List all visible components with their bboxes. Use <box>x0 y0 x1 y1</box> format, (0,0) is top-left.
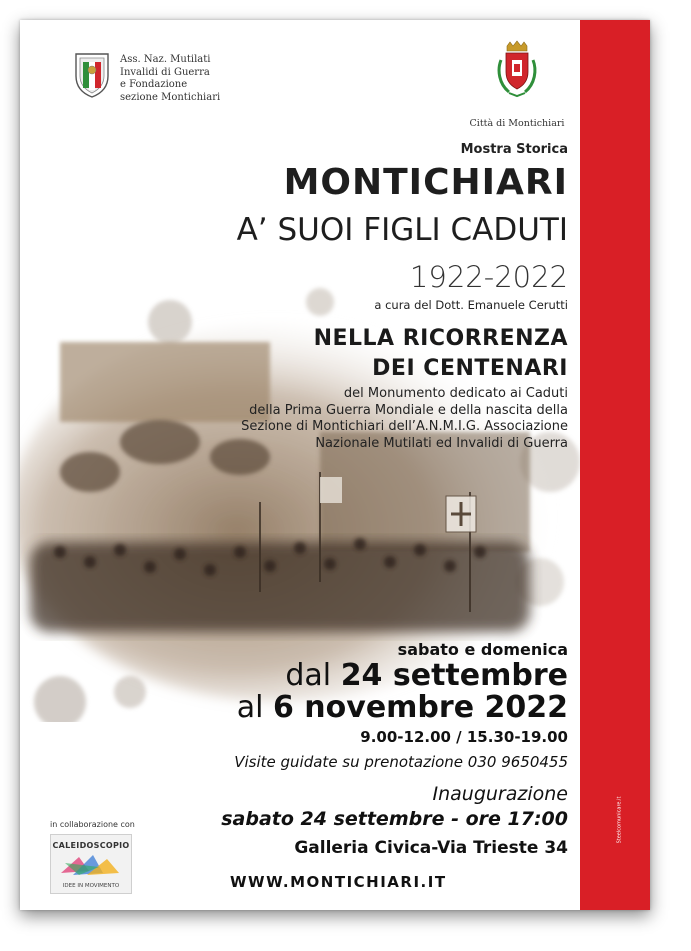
start-date-prefix: dal <box>285 658 332 693</box>
poster <box>20 20 650 910</box>
start-date <box>285 658 568 693</box>
years-range: 1922-2022 <box>409 260 568 294</box>
anmig-line: Invalidi di Guerra <box>120 66 210 78</box>
anmig-line: Ass. Naz. Mutilati <box>120 54 211 65</box>
anmig-logo <box>72 50 220 104</box>
curator-credit: a cura del Dott. Emanuele Cerutti <box>374 298 568 312</box>
description-line: del Monumento dedicato ai Caduti <box>343 386 568 401</box>
comune-name: Città di Montichiari <box>469 118 565 129</box>
comune-logo <box>462 40 572 129</box>
anmig-shield-icon <box>72 50 112 98</box>
designer-credit-text: Steelcomunicare.it <box>615 796 622 844</box>
partner-name: CALEIDOSCOPIO <box>52 841 130 850</box>
start-date-value: 24 settembre <box>340 658 568 693</box>
inauguration-datetime: sabato 24 settembre - ore 17:00 <box>221 808 568 830</box>
description-line: della Prima Guerra Mondiale e della nascita della <box>249 402 568 418</box>
website-link[interactable]: WWW.MONTICHIARI.IT <box>230 873 447 891</box>
city-crest-icon <box>495 40 539 98</box>
days-label: sabato e domenica <box>397 640 568 659</box>
end-date <box>237 690 568 725</box>
occasion-heading-line2: DEI CENTENARI <box>372 356 568 381</box>
anmig-line: e Fondazione <box>120 79 188 90</box>
designer-credit <box>589 760 649 880</box>
anmig-name <box>120 54 220 104</box>
description-line: Nazionale Mutilati ed Invalidi di Guerra <box>315 435 568 451</box>
partner-logo <box>50 834 132 894</box>
occasion-heading-line1: NELLA RICORRENZA <box>313 326 568 351</box>
end-date-value: 6 novembre 2022 <box>272 690 568 725</box>
description-line: Sezione di Montichiari dell’A.N.M.I.G. Associazione <box>241 419 568 434</box>
partner-tagline: IDEE IN MOVIMENTO <box>62 883 120 889</box>
end-date-prefix: al <box>236 690 264 725</box>
collaboration-label: in collaborazione con <box>50 820 135 829</box>
page-subtitle: A’ SUOI FIGLI CADUTI <box>236 212 568 248</box>
opening-hours: 9.00-12.00 / 15.30-19.00 <box>360 728 568 746</box>
inauguration-label: Inaugurazione <box>432 783 568 805</box>
exhibition-kicker: Mostra Storica <box>460 142 568 157</box>
guided-tours: Visite guidate su prenotazione 030 9650455 <box>234 753 568 771</box>
occasion-description <box>241 386 568 452</box>
anmig-line: sezione Montichiari <box>120 91 221 103</box>
page-title: MONTICHIARI <box>283 162 568 203</box>
inauguration-venue: Galleria Civica-Via Trieste 34 <box>294 838 568 858</box>
kaleidoscope-icon <box>59 853 123 877</box>
